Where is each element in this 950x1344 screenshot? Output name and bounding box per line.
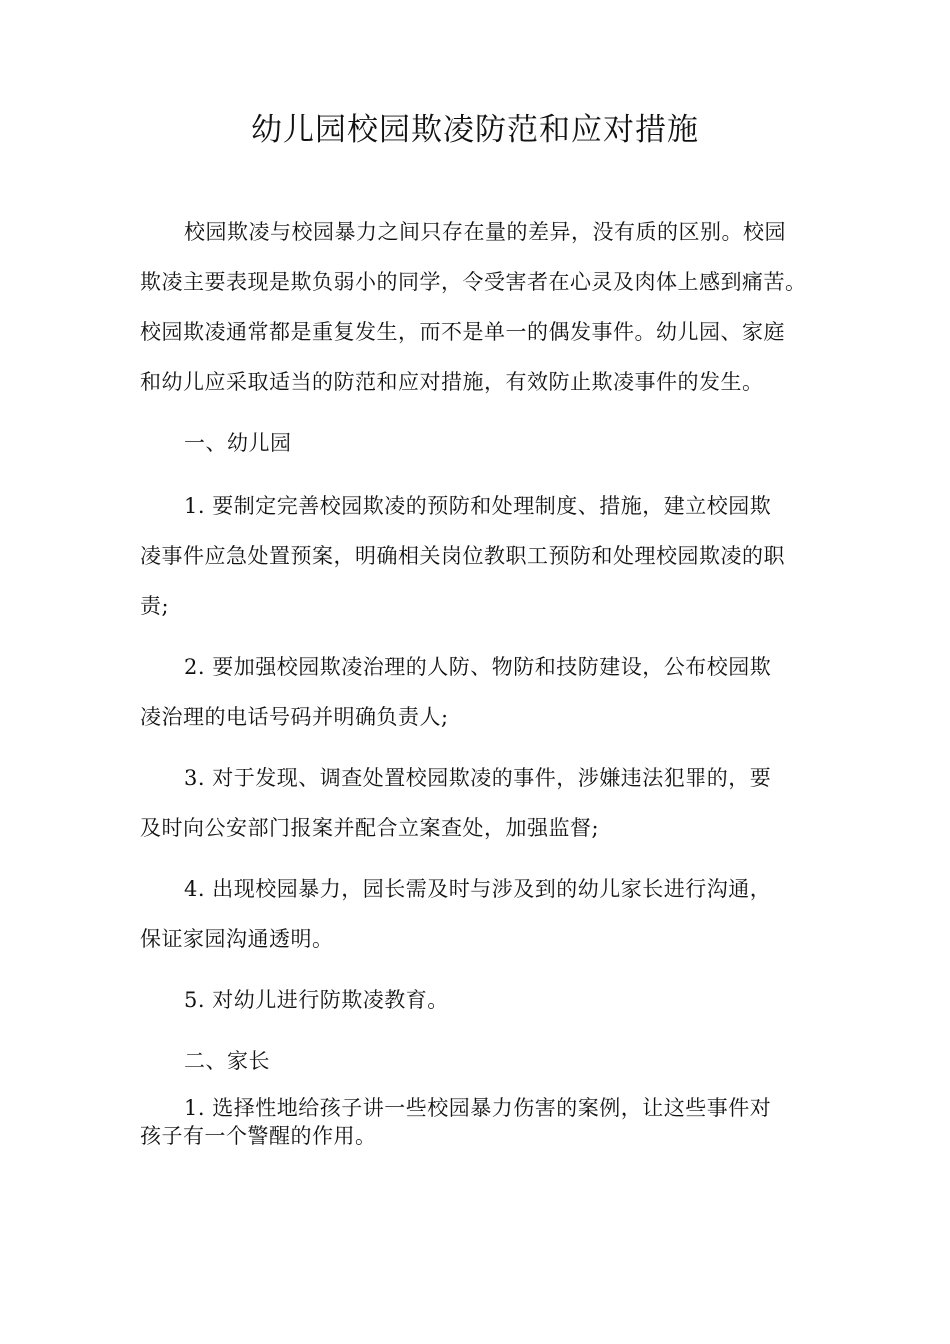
text-line: 2. 要加强校园欺凌治理的人防、物防和技防建设，公布校园欺 <box>184 655 772 679</box>
text-line: 1. 要制定完善校园欺凌的预防和处理制度、措施，建立校园欺 <box>184 494 772 518</box>
text-line: 校园欺凌通常都是重复发生，而不是单一的偶发事件。幼儿园、家庭 <box>140 320 785 344</box>
text-line: 及时向公安部门报案并配合立案查处，加强监督; <box>140 816 600 840</box>
text-line: 3. 对于发现、调查处置校园欺凌的事件，涉嫌违法犯罪的，要 <box>184 766 772 790</box>
text-line: 欺凌主要表现是欺负弱小的同学，令受害者在心灵及肉体上感到痛苦。 <box>140 270 807 294</box>
text-line: 和幼儿应采取适当的防范和应对措施，有效防止欺凌事件的发生。 <box>140 370 764 394</box>
text-line: 凌事件应急处置预案，明确相关岗位教职工预防和处理校园欺凌的职 <box>140 544 785 568</box>
text-line: 责; <box>140 594 170 618</box>
section-heading-kindergarten: 一、幼儿园 <box>184 431 292 455</box>
text-line: 孩子有一个警醒的作用。 <box>140 1124 377 1148</box>
text-line: 凌治理的电话号码并明确负责人; <box>140 705 449 729</box>
text-line: 校园欺凌与校园暴力之间只存在量的差异，没有质的区别。校园 <box>184 220 786 244</box>
text-line: 保证家园沟通透明。 <box>140 927 334 951</box>
text-line: 5. 对幼儿进行防欺凌教育。 <box>184 988 449 1012</box>
section-heading-parents: 二、家长 <box>184 1049 270 1073</box>
text-line: 4. 出现校园暴力，园长需及时与涉及到的幼儿家长进行沟通， <box>184 877 772 901</box>
document-title: 幼儿园校园欺凌防范和应对措施 <box>251 112 699 148</box>
text-line: 1. 选择性地给孩子讲一些校园暴力伤害的案例，让这些事件对 <box>184 1096 772 1120</box>
